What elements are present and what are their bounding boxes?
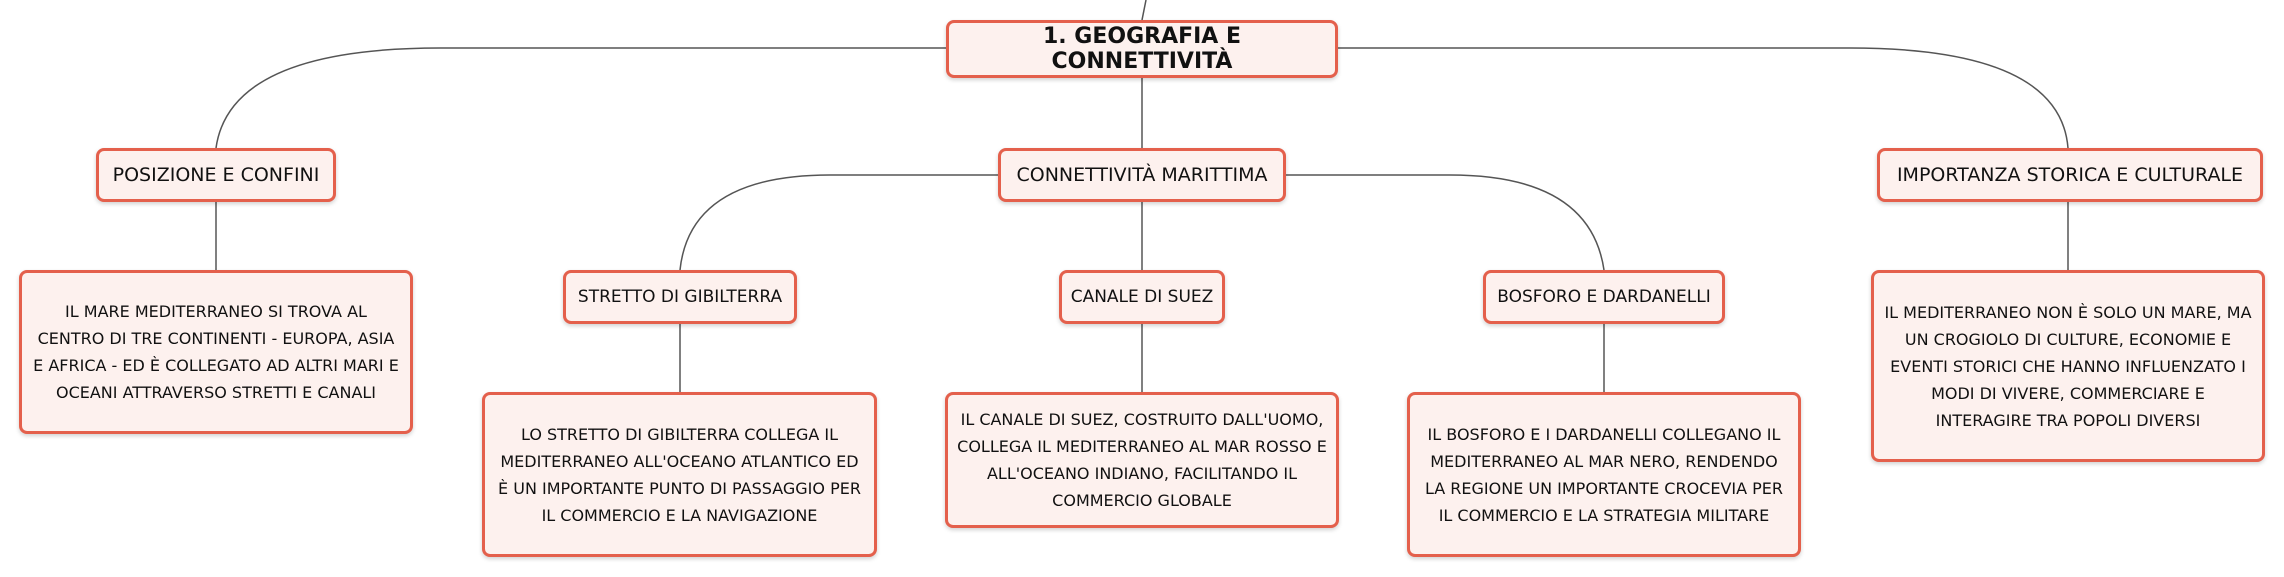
root-topic-node[interactable] bbox=[946, 20, 1338, 78]
connector-marittima-to-bosforo bbox=[1284, 175, 1604, 270]
detail-line: È UN IMPORTANTE PUNTO DI PASSAGGIO PER bbox=[498, 478, 861, 498]
detail-line: IL MEDITERRANEO NON È SOLO UN MARE, MA bbox=[1884, 302, 2252, 322]
connector-root-to-posizione bbox=[216, 48, 946, 148]
detail-line: E AFRICA - ED È COLLEGATO AD ALTRI MARI E bbox=[33, 356, 399, 375]
subtopic-stretto-di-gibilterra[interactable] bbox=[563, 270, 797, 324]
detail-stretto-di-gibilterra[interactable] bbox=[482, 392, 877, 557]
detail-line: IL MARE MEDITERRANEO SI TROVA AL bbox=[65, 302, 367, 321]
connector-marittima-to-gibilterra bbox=[680, 175, 998, 270]
detail-line: MODI DI VIVERE, COMMERCIARE E bbox=[1931, 383, 2205, 403]
topic-title: POSIZIONE E CONFINI bbox=[112, 164, 320, 186]
subtopic-canale-di-suez[interactable] bbox=[1059, 270, 1225, 324]
root-topic-title: 1. GEOGRAFIA E CONNETTIVITÀ bbox=[1042, 24, 1242, 74]
detail-line: LO STRETTO DI GIBILTERRA COLLEGA IL bbox=[520, 424, 839, 444]
detail-line: CENTRO DI TRE CONTINENTI - EUROPA, ASIA bbox=[37, 329, 395, 348]
connector-root-to-storica bbox=[1336, 48, 2068, 148]
detail-bosforo-e-dardanelli[interactable] bbox=[1407, 392, 1801, 557]
detail-line: MEDITERRANEO AL MAR NERO, RENDENDO bbox=[1430, 451, 1778, 471]
topic-connettivita-marittima[interactable] bbox=[998, 148, 1286, 202]
subtopic-title: BOSFORO E DARDANELLI bbox=[1497, 287, 1711, 307]
detail-line: EVENTI STORICI CHE HANNO INFLUENZATO I bbox=[1890, 356, 2246, 376]
detail-line: MEDITERRANEO ALL'OCEANO ATLANTICO ED bbox=[500, 451, 859, 471]
detail-line: COLLEGA IL MEDITERRANEO AL MAR ROSSO E bbox=[957, 437, 1327, 456]
detail-line: OCEANI ATTRAVERSO STRETTI E CANALI bbox=[55, 383, 377, 402]
subtopic-bosforo-e-dardanelli[interactable] bbox=[1483, 270, 1725, 324]
topic-posizione-e-confini[interactable] bbox=[96, 148, 336, 202]
topic-title: CONNETTIVITÀ MARITTIMA bbox=[1016, 164, 1268, 186]
topic-title: IMPORTANZA STORICA E CULTURALE bbox=[1896, 164, 2244, 186]
connector-parent-to-root bbox=[1142, 0, 1146, 20]
detail-importanza-storica[interactable] bbox=[1871, 270, 2265, 462]
detail-line: IL COMMERCIO E LA STRATEGIA MILITARE bbox=[1438, 505, 1770, 525]
subtopic-title: STRETTO DI GIBILTERRA bbox=[577, 287, 783, 307]
detail-line: LA REGIONE UN IMPORTANTE CROCEVIA PER bbox=[1424, 478, 1784, 498]
detail-line: UN CROGIOLO DI CULTURE, ECONOMIE E bbox=[1904, 329, 2232, 349]
detail-line: INTERAGIRE TRA POPOLI DIVERSI bbox=[1935, 410, 2201, 430]
detail-line: IL CANALE DI SUEZ, COSTRUITO DALL'UOMO, bbox=[960, 410, 1324, 429]
detail-posizione-e-confini[interactable] bbox=[19, 270, 413, 434]
subtopic-title: CANALE DI SUEZ bbox=[1070, 287, 1214, 307]
detail-canale-di-suez[interactable] bbox=[945, 392, 1339, 528]
topic-importanza-storica-e-culturale[interactable] bbox=[1877, 148, 2263, 202]
detail-line: ALL'OCEANO INDIANO, FACILITANDO IL bbox=[986, 464, 1298, 483]
detail-line: IL BOSFORO E I DARDANELLI COLLEGANO IL bbox=[1427, 424, 1781, 444]
detail-line: IL COMMERCIO E LA NAVIGAZIONE bbox=[541, 505, 818, 525]
detail-line: COMMERCIO GLOBALE bbox=[1052, 491, 1232, 510]
